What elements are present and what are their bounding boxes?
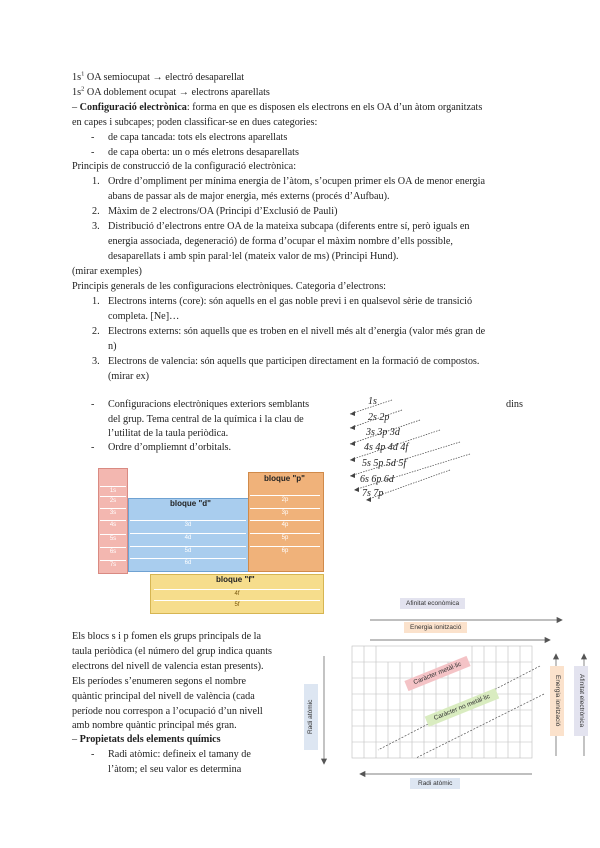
p-block-title: bloque "p" bbox=[264, 474, 305, 483]
see-examples: (mirar exemples) bbox=[72, 266, 142, 277]
nonmetallic-text: Caràcter no metàl·lic bbox=[432, 693, 492, 722]
config-line-2: en capes i subcapes; poden classificar-se en dues categories: bbox=[72, 117, 318, 128]
blocks-text-1: Els blocs s i p fomen els grups principals de la bbox=[72, 631, 262, 642]
similar-configs-a: Configuracions electròniques exteriors semblants bbox=[108, 399, 310, 410]
principle-2: Màxim de 2 electrons/OA (Principi d’Exclusió de Pauli) bbox=[108, 206, 338, 217]
principle-3a: Distribució d’electrons entre OA de la mateixa subcapa (diferents entre sí, però iguals en bbox=[108, 221, 470, 232]
principles-heading: Principis de construcció de la configuració electrònica: bbox=[72, 161, 297, 172]
affinity-right-text: Afinitat electrònica bbox=[578, 674, 585, 728]
properties-line bbox=[72, 733, 221, 746]
bullet-dash: - bbox=[91, 442, 95, 453]
p-row: 3p bbox=[250, 508, 320, 517]
blocks-text-3: electrons del nivell de valencia estan presents). bbox=[72, 661, 264, 672]
s-row: 6s bbox=[100, 547, 126, 556]
l1-post: OA semiocupat → electró desaparellat bbox=[84, 72, 245, 83]
l2-post: OA doblement ocupat → electrons aparellats bbox=[84, 87, 270, 98]
principle-1b: abans de passar als de major energia, més externs (procés d’Aufbau). bbox=[108, 191, 390, 202]
radius-left-label bbox=[304, 684, 318, 750]
l2-pre: 1s bbox=[72, 87, 82, 98]
orbital-row-7: 7s 7p bbox=[362, 488, 384, 499]
metallic-text: Caràcter metàl·lic bbox=[412, 660, 463, 687]
ionization-right-label bbox=[550, 666, 564, 736]
bullet-dash: - bbox=[91, 749, 95, 760]
ionization-top-text: Energia ionització bbox=[410, 624, 462, 631]
similar-configs-c: l’utilitat de la taula periòdica. bbox=[108, 428, 229, 439]
s-row: 1s bbox=[100, 486, 126, 495]
l2-sup: 2 bbox=[81, 85, 85, 93]
blocks-text-6: període nou correspon a l’ocupació d’un nivell bbox=[72, 706, 263, 717]
affinity-top-text: Afinitat econòmica bbox=[406, 600, 460, 607]
f-row: 4f bbox=[154, 589, 320, 598]
l1-pre: 1s bbox=[72, 72, 82, 83]
radius-bottom-label bbox=[410, 778, 460, 789]
similar-configs-dins: dins bbox=[506, 399, 523, 410]
list-num: 1. bbox=[92, 296, 100, 307]
s-row: 2s bbox=[100, 496, 126, 505]
affinity-top-label bbox=[400, 598, 465, 609]
orbital-row-3: 3s 3p 3d bbox=[366, 427, 400, 438]
orbital-row-1: 1s bbox=[368, 396, 377, 407]
d-block-title: bloque "d" bbox=[170, 499, 211, 508]
d-row: 6d bbox=[130, 558, 246, 567]
orbital-row-4: 4s 4p 4d 4f bbox=[364, 442, 409, 453]
electrons-valence-a: Electrons de valencia: són aquells que participen directament en la formació de compostos. bbox=[108, 356, 480, 367]
line-1s1 bbox=[72, 71, 244, 84]
p-row: 5p bbox=[250, 533, 320, 542]
radius-bottom-text: Radi atòmic bbox=[418, 780, 453, 787]
blocks-text-5: quàntic principal del nivell de valència (cada bbox=[72, 691, 255, 702]
p-row: 2p bbox=[250, 495, 320, 504]
category-open: de capa oberta: un o més eletrons desaparellats bbox=[108, 147, 299, 158]
orbital-order-diagram bbox=[340, 392, 490, 504]
category-closed: de capa tancada: tots els electrons aparellats bbox=[108, 132, 288, 143]
periodic-trends-diagram bbox=[300, 596, 592, 796]
s-row: 4s bbox=[100, 520, 126, 529]
properties-heading: Propietats dels elements químics bbox=[79, 734, 221, 745]
s-row: 3s bbox=[100, 508, 126, 517]
list-num: 3. bbox=[92, 221, 100, 232]
config-line bbox=[72, 101, 482, 114]
line-1s2 bbox=[72, 86, 270, 99]
electrons-core-b: completa. [Ne]… bbox=[108, 311, 180, 322]
general-principles: Principis generals de les configuracions electròniques. Categoria d’electrons: bbox=[72, 281, 387, 292]
list-num: 3. bbox=[92, 356, 100, 367]
principle-3c: desaparellats i amb spin paral·lel (mateix valor de ms) (Principi Hund). bbox=[108, 251, 399, 262]
f-block-title: bloque "f" bbox=[216, 575, 255, 584]
filling-order: Ordre d’ompliemnt d’orbitals. bbox=[108, 442, 232, 453]
principle-3b: energia associada, degeneració) de forma d’ocupar el màxim nombre d’ells possible, bbox=[108, 236, 453, 247]
list-num: 2. bbox=[92, 206, 100, 217]
bullet-dash: - bbox=[91, 399, 95, 410]
principle-1a: Ordre d’ompliment per mínima energia de l’àtom, s’ocupen primer els OA de menor energia bbox=[108, 176, 486, 187]
config-rest: : forma en que es disposen els electrons en els OA d’un àtom organitzats bbox=[186, 102, 483, 113]
bullet-dash: - bbox=[91, 147, 95, 158]
l1-sup: 1 bbox=[81, 70, 85, 78]
p-row: 4p bbox=[250, 520, 320, 529]
affinity-right-label bbox=[574, 666, 588, 736]
s-row: 7s bbox=[100, 560, 126, 569]
d-row: 3d bbox=[130, 520, 246, 529]
s-row: 5s bbox=[100, 534, 126, 543]
ionization-right-text: Energia ionització bbox=[554, 675, 561, 727]
electrons-core-a: Electrons interns (core): són aquells en el gas noble previ i en qualsevol sèrie de transició bbox=[108, 296, 473, 307]
list-num: 1. bbox=[92, 176, 100, 187]
orbital-row-5: 5s 5p 5d 5f bbox=[362, 458, 407, 469]
blocks-text-2: taula periòdica (el número del grup indica quants bbox=[72, 646, 272, 657]
blocks-text-7: amb nombre quàntic principal més gran. bbox=[72, 720, 237, 731]
config-heading: Configuració electrònica bbox=[79, 102, 187, 113]
radius-text-2: l’àtom; el seu valor es determina bbox=[108, 764, 242, 775]
periodic-blocks-diagram bbox=[98, 468, 326, 618]
blocks-text-4: Els períodes s’enumeren segons el nombre bbox=[72, 676, 246, 687]
electrons-valence-b: (mirar ex) bbox=[108, 371, 150, 382]
bullet-dash: - bbox=[91, 132, 95, 143]
radius-left-text: Radi atòmic bbox=[307, 699, 314, 735]
d-row: 4d bbox=[130, 533, 246, 542]
ionization-top-label bbox=[404, 622, 467, 633]
similar-configs-b: del grup. Tema central de la química i la clau de bbox=[108, 414, 304, 425]
d-row: 5d bbox=[130, 546, 246, 555]
list-num: 2. bbox=[92, 326, 100, 337]
f-row: 5f bbox=[154, 600, 320, 609]
electrons-external-b: n) bbox=[108, 341, 117, 352]
config-dash: – bbox=[72, 102, 80, 113]
electrons-external-a: Electrons externs: són aquells que es troben en el nivell més alt d’energia (valor més gran de bbox=[108, 326, 486, 337]
orbital-row-2: 2s 2p bbox=[368, 412, 390, 423]
orbital-row-6: 6s 6p 6d bbox=[360, 474, 394, 485]
p-row: 6p bbox=[250, 546, 320, 555]
radius-text-1: Radi atòmic: defineix el tamany de bbox=[108, 749, 251, 760]
properties-dash: – bbox=[72, 734, 80, 745]
